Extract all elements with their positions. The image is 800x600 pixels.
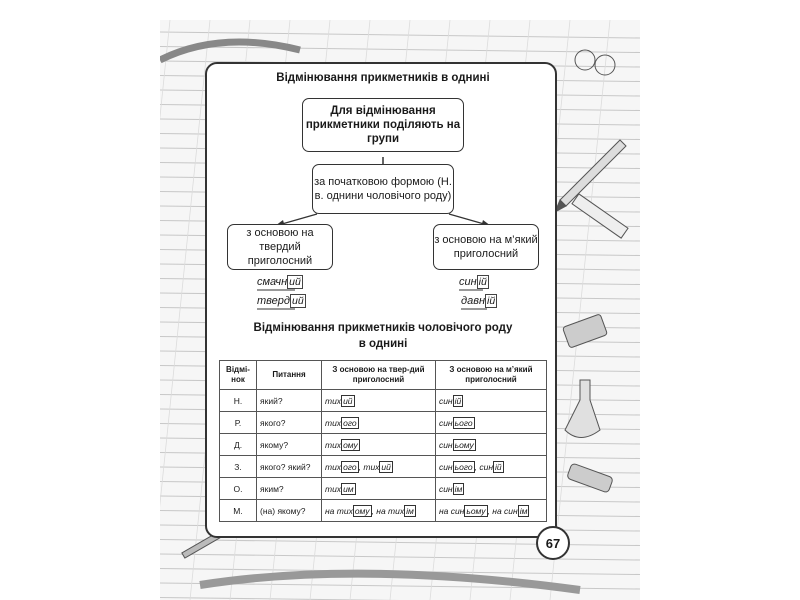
table-row [220,412,547,434]
table-row [220,500,547,522]
word-stem: син [479,461,494,472]
section-title-2-line1: Відмінювання прикметників чоловічого роду [253,322,513,334]
word-stem: на тих [325,505,353,516]
flask-icon [565,380,600,438]
hard-form-cell [322,390,436,412]
example-word-right-1: син ій [459,276,487,288]
question-cell: якого? [257,412,322,434]
scissors-icon [575,50,615,75]
case-cell: М. [220,500,257,522]
hard-form-cell: на тих ому , на тих ім [322,500,436,522]
word-ending: ому [343,439,358,450]
pencil-icon [555,140,626,212]
word-stem: тих [325,417,342,428]
table-row [220,478,547,500]
word-ending: им [343,483,354,494]
case-cell: З. [220,456,257,478]
soft-form-cell [435,434,546,456]
word-stem: син [438,439,453,450]
word-ending: ий [381,461,391,472]
eraser-icon [562,314,607,348]
section-title-1: Відмінювання прикметників в однині [276,72,490,84]
header-soft: З основою на м’який приголосний [435,361,546,390]
soft-form-cell [435,478,546,500]
word-ending: ій [495,461,502,472]
scheme-left-box: з основою на твердий приголосний [227,224,333,270]
word-ending: ім [519,505,528,516]
word-stem: на син [492,505,518,516]
example-word-left-2: тверд ий [257,295,304,307]
word-stem: тих [325,395,342,406]
table-header-row [220,361,547,390]
header-hard: З основою на твер-дий приголосний [322,361,436,390]
word-ending: ій [454,395,462,406]
example-word-right-2: давн ій [461,295,496,307]
table-row [220,456,547,478]
hard-form-cell [322,434,436,456]
scheme-middle-box: за початковою формою (Н. в. однини чоловічого роду) [312,164,454,214]
word-ending: ий [343,395,353,406]
header-question: Питання [257,361,322,390]
soft-form-cell [435,390,546,412]
table-body [220,390,547,522]
hard-form-cell [322,478,436,500]
content-card [205,62,557,538]
question-cell: якого? який? [257,456,322,478]
word-ending: ому [354,505,370,516]
word-ending: ьому [466,505,486,516]
question-cell: яким? [257,478,322,500]
section-title-2-line2: в однині [358,338,408,350]
example-word-left-1: смачн ий [257,276,301,288]
word-ending: ого [343,417,357,428]
word-ending: ьому [454,439,474,450]
case-cell: Н. [220,390,257,412]
hard-form-cell: тих ого , тих ий [322,456,436,478]
word-stem: тих [325,439,342,450]
word-stem: тих [325,483,342,494]
stapler-icon [567,463,614,493]
scheme-top-box: Для відмінювання прикметники поділяють на групи [302,98,464,152]
ruler-icon [572,194,628,238]
swoosh-decoration [160,42,300,60]
swoosh-decoration [200,574,580,590]
word-stem: син [438,417,453,428]
soft-form-cell: син ього , син ій [435,456,546,478]
word-ending: ього [454,417,473,428]
word-ending: ього [454,461,473,472]
scheme-right-box: з основою на м’який приголосний [433,224,539,270]
question-cell: якому? [257,434,322,456]
table-row [220,434,547,456]
declension-table [219,360,547,522]
word-stem: на син [438,505,465,516]
word-stem: син [438,461,453,472]
word-stem: на тих [376,505,405,516]
question-cell: (на) якому? [257,500,322,522]
question-cell: який? [257,390,322,412]
case-cell: Д. [220,434,257,456]
word-stem: тих [325,461,342,472]
word-stem: тих [363,461,380,472]
header-case: Відмі-нок [220,361,257,390]
soft-form-cell [435,412,546,434]
page-number: 67 [536,526,570,560]
soft-form-cell: на син ьому , на син ім [435,500,546,522]
word-stem: син [438,483,453,494]
table-row [220,390,547,412]
hard-form-cell [322,412,436,434]
word-ending: ім [454,483,463,494]
word-ending: ого [343,461,357,472]
case-cell: О. [220,478,257,500]
word-ending: ім [406,505,414,516]
word-stem: син [438,395,453,406]
case-cell: Р. [220,412,257,434]
